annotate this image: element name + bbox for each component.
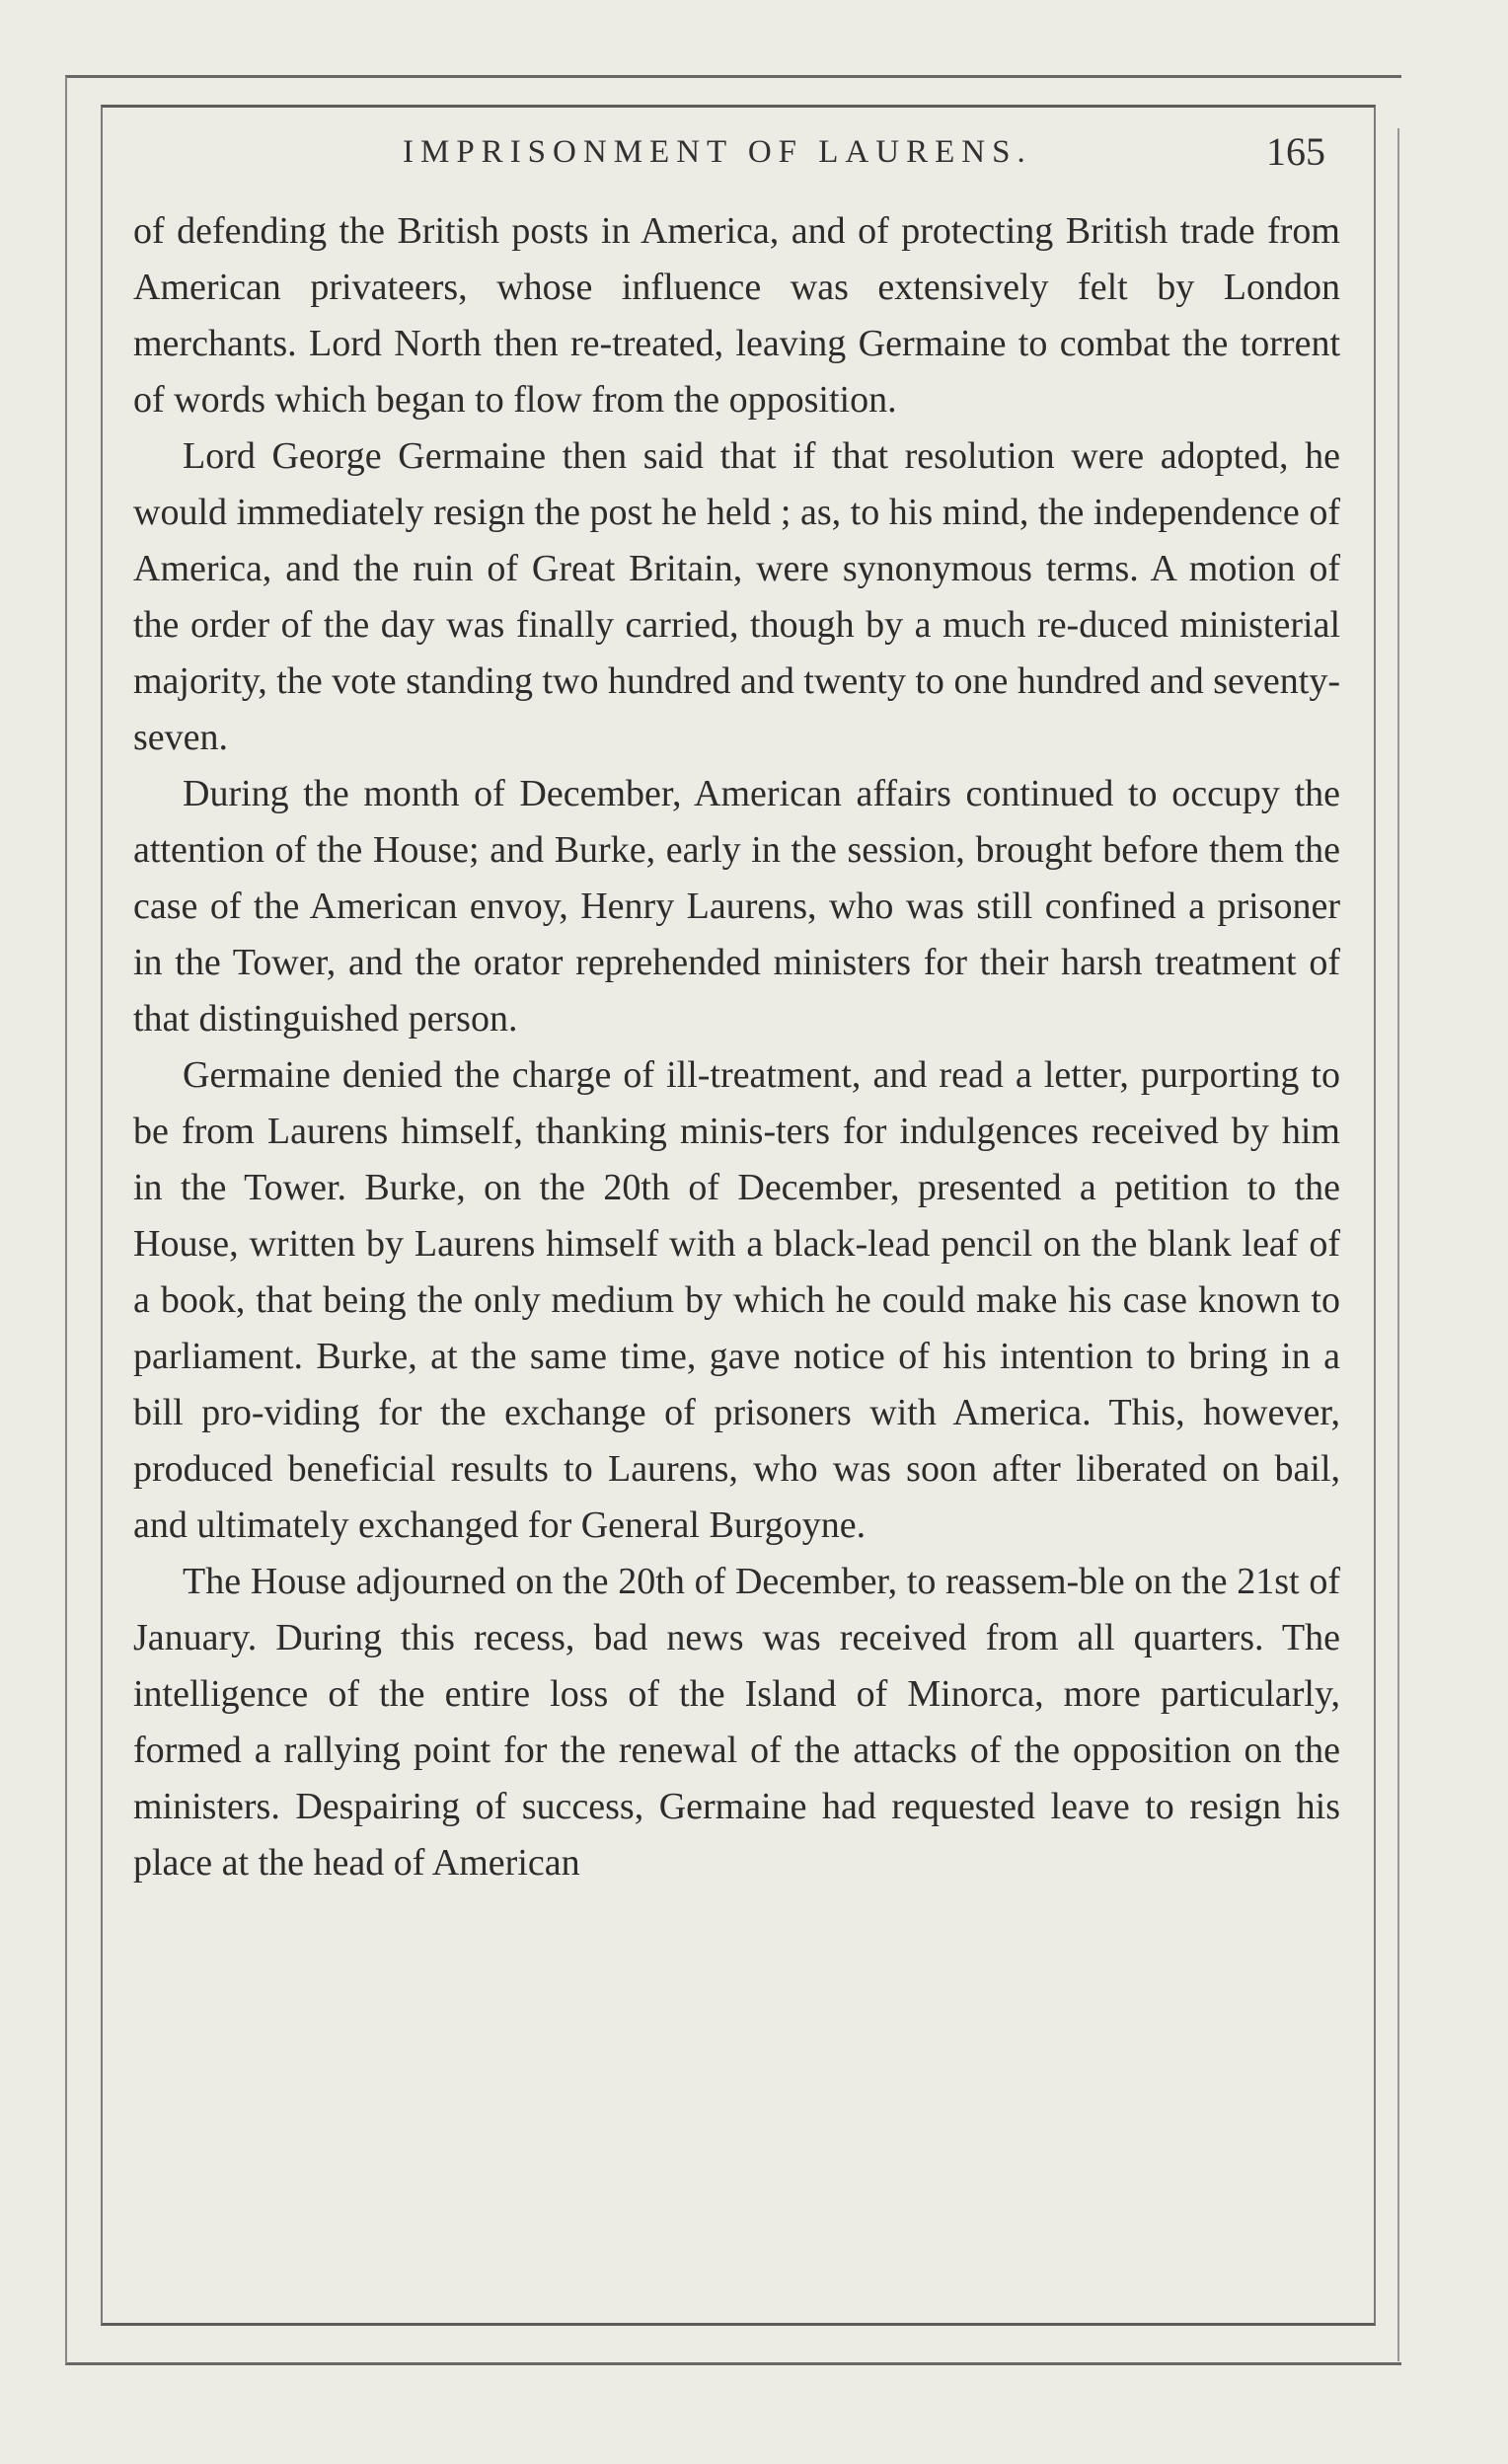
- paragraph: During the month of December, American affairs continued to occupy the attention of the House; and Burke, early in the session, brought before them the case of the American envoy, Henry Laurens, who was still confined a prisoner in the Tower, and the orator reprehended ministers for their harsh treatment of that distinguished person.: [133, 773, 1340, 1040]
- body-text: [133, 203, 1340, 1891]
- paragraph: Germaine denied the charge of ill-treatment, and read a letter, purporting to be from Laurens himself, thanking minis-ters for indulgences received by him in the Tower. Burke, on the 20th of December, presented a petition to the House, written by Laurens himself with a black-lead pencil on the blank leaf of a book, that being the only medium by which he could make his case known to parliament. Burke, at the same time, gave notice of his intention to bring in a bill pro-viding for the exchange of prisoners with America. This, however, produced beneficial results to Laurens, who was soon after liberated on bail, and ultimately exchanged for General Burgoyne.: [133, 1054, 1340, 1546]
- outer-frame-right-rule: [1397, 128, 1399, 2361]
- page-header: [133, 129, 1337, 186]
- paragraph-continued: of defending the British posts in America, and of protecting British trade from American privateers, whose influence was extensively felt by London merchants. Lord North then re-treated, leaving Germaine to combat the torrent of words which began to flow from the opposition.: [133, 210, 1340, 421]
- page-number: 165: [1266, 129, 1325, 174]
- paragraph: Lord George Germaine then said that if that resolution were adopted, he would immediately resign the post he held ; as, to his mind, the independence of America, and the ruin of Great Britain, were synonymous terms. A motion of the order of the day was finally carried, though by a much re-duced ministerial majority, the vote standing two hundred and twenty to one hundred and seventy-seven.: [133, 435, 1340, 758]
- paragraph: The House adjourned on the 20th of December, to reassem-ble on the 21st of January. During this recess, bad news was received from all quarters. The intelligence of the entire loss of the Island of Minorca, more particularly, formed a rallying point for the renewal of the attacks of the opposition on the ministers. Despairing of success, Germaine had requested leave to resign his place at the head of American: [133, 1561, 1340, 1884]
- running-title: IMPRISONMENT OF LAURENS.: [403, 134, 1032, 170]
